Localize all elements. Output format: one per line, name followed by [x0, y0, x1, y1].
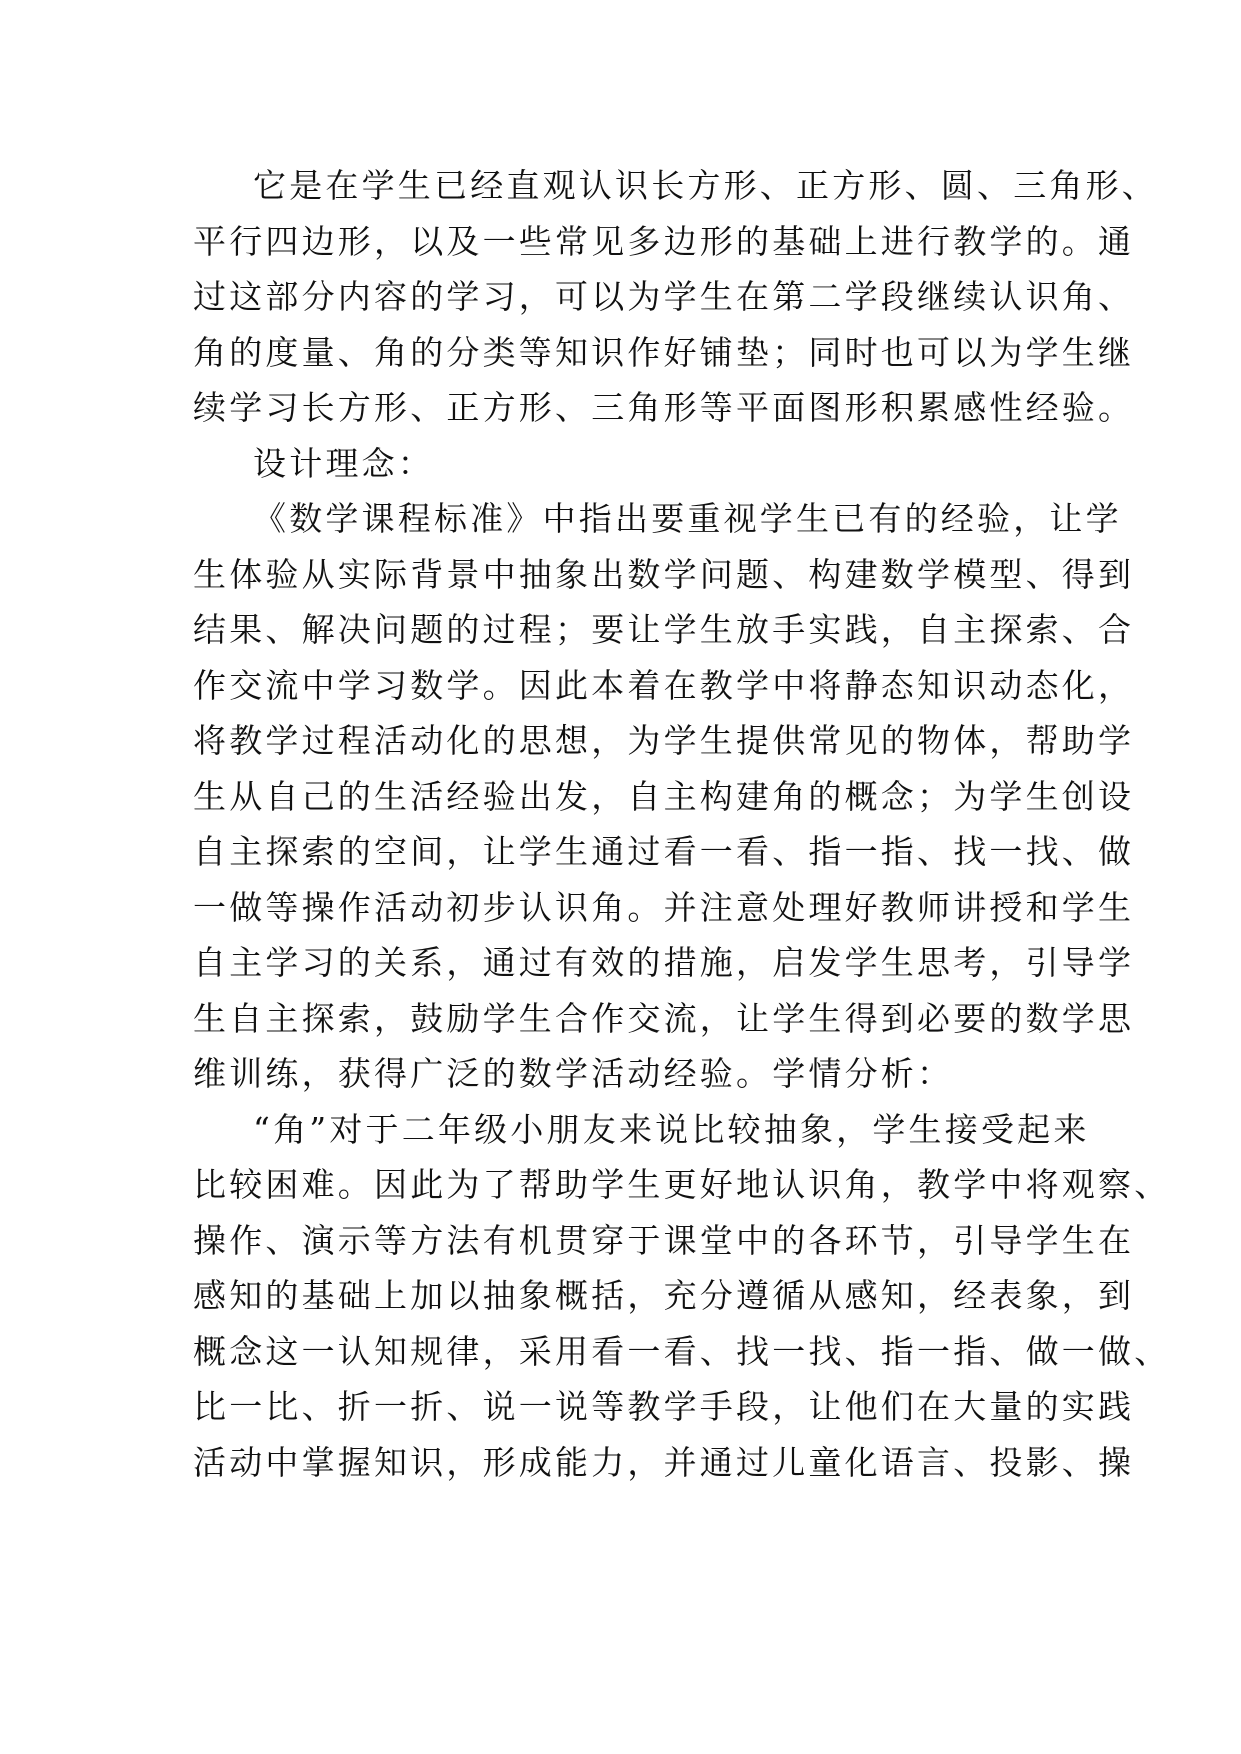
text-line: 感知的基础上加以抽象概括，充分遵循从感知，经表象，到 [193, 1276, 1135, 1315]
text-line: 操作、演示等方法有机贯穿于课堂中的各环节，引导学生在 [193, 1220, 1135, 1260]
text-line: 生从自己的生活经验出发，自主构建角的概念；为学生创设 [193, 776, 1135, 816]
section-heading-text: 设计理念： [253, 443, 434, 483]
text-line: 活动中掌握知识，形成能力，并通过儿童化语言、投影、操 [193, 1442, 1135, 1482]
paragraph-design [193, 491, 1135, 1102]
text-line: 过这部分内容的学习，可以为学生在第二学段继续认识角、 [193, 277, 1135, 316]
text-line: 将教学过程活动化的思想，为学生提供常见的物体，帮助学 [193, 721, 1135, 760]
text-line: 比一比、折一折、说一说等教学手段，让他们在大量的实践 [193, 1387, 1135, 1426]
text-line: 平行四边形，以及一些常见多边形的基础上进行教学的。通 [193, 221, 1135, 261]
text-line: “角”对于二年级小朋友来说比较抽象，学生接受起来 [253, 1109, 1090, 1149]
text-line: 自主探索的空间，让学生通过看一看、指一指、找一找、做 [193, 832, 1135, 871]
text-line: 维训练，获得广泛的数学活动经验。学情分析： [193, 1054, 954, 1093]
document-body [193, 158, 1171, 1490]
text-line: 它是在学生已经直观认识长方形、正方形、圆、三角形、 [253, 166, 1158, 205]
text-line: 生体验从实际背景中抽象出数学问题、构建数学模型、得到 [193, 554, 1135, 594]
text-line: 生自主探索，鼓励学生合作交流，让学生得到必要的数学思 [193, 998, 1135, 1038]
paragraph-analysis [193, 1102, 1171, 1491]
text-line: 自主学习的关系，通过有效的措施，启发学生思考，引导学 [193, 943, 1135, 982]
text-line: 结果、解决问题的过程；要让学生放手实践，自主探索、合 [193, 610, 1135, 649]
text-line: 续学习长方形、正方形、三角形等平面图形积累感性经验。 [193, 388, 1135, 427]
paragraph-intro [193, 158, 1158, 436]
text-line: 概念这一认知规律，采用看一看、找一找、指一指、做一做、 [193, 1331, 1171, 1371]
text-line: 《数学课程标准》中指出要重视学生已有的经验，让学 [253, 499, 1122, 538]
section-heading [193, 436, 1053, 492]
text-line: 一做等操作活动初步认识角。并注意处理好教师讲授和学生 [193, 887, 1135, 927]
text-line: 角的度量、角的分类等知识作好铺垫；同时也可以为学生继 [193, 332, 1135, 372]
text-line: 作交流中学习数学。因此本着在教学中将静态知识动态化， [193, 665, 1135, 705]
text-line: 比较困难。因此为了帮助学生更好地认识角，教学中将观察、 [193, 1165, 1171, 1204]
